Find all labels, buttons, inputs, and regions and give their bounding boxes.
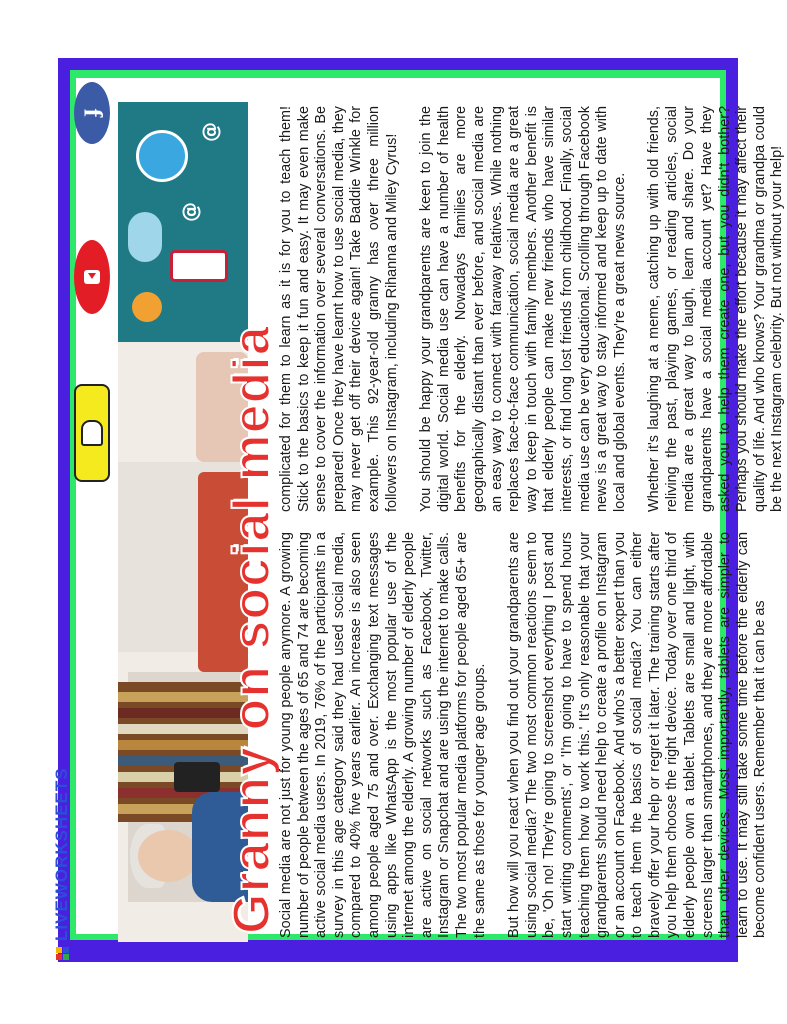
paragraph: But how will you react when you find out your grandparents are using social media? The two most common reactions seem to be, 'Oh no! They're going to screenshot everything I post and start writing comments', or 'I'm going to have to spend hours teaching them how to work this.' It's only reasonable that your grandparents should need help to create a profile on Instagram or an account on Facebook. And who's a better expert than you to teach them the basics of social media? You can either bravely offer your help or regret it later. The training starts after you help them choose the right device. Today over one third of elderly people own a tablet. Tablets are small and light, with screens larger than smartphones, and they are more affordable than other devices. Most importantly, tablets are simpler to learn to use. It may still take some time before the elderly can become confident users. Remember that it can be as	[506, 532, 769, 938]
at-sign-icon: @	[178, 202, 202, 222]
smartphone-icon	[174, 762, 220, 792]
paragraph: Whether it's laughing at a meme, catching up with old friends, reliving the past, playing games, or reading articles, social media are a great way to laugh, learn and share. Do your grandparents have a social media account yet? Have they asked you to help them create one, but you didn't bother? Perhaps you should make the effort because it may affect their quality of life. And who knows? Your grandma or grandpa could be the next Instagram celebrity. But not without your help!	[646, 106, 786, 512]
paragraph: Social media are not just for young people anymore. A growing number of people between the ages of 65 and 74 are becoming active social media users. In 2019, 76% of the participants in a survey in this age category said they had used social media, compared to 40% five years earlier. An increase is also seen among people aged 75 and over. Exchanging text messages using apps like WhatsApp is the most popular use of the internet among the elderly. A growing number of elderly people are active on social networks such as Facebook, Twitter, Instagram or Snapchat and are using the internet to make calls. The two most popular media platforms for people aged 65+ are the same as those for younger age groups.	[278, 532, 488, 938]
article-body	[278, 106, 786, 938]
column-right	[278, 106, 786, 512]
facebook-icon[interactable]: f	[74, 82, 110, 144]
liveworksheets-logo-icon	[56, 947, 69, 960]
phone-icon	[170, 250, 228, 282]
paragraph: complicated for them to learn as it is for you to teach them! Stick to the basics to keep it fun and easy. It may even make sense to cover the information over several conversations. Be prepared! Once they have learnt how to use social media, they may never get off their device again! Take Baddie Winkle for example. This 92-year-old granny has over three million followers on Instagram, including Rihanna and Miley Cyrus!	[278, 106, 400, 512]
chat-bubble-icon	[128, 212, 162, 262]
paragraph: You should be happy your grandparents are keen to join the digital world. Social media use can have a number of health benefits for the elderly. Nowadays families are more geographically distant than ever before, and social media are an easy way to connect with faraway relatives. While nothing replaces face-to-face communication, social media are a great way to keep in touch with family members. Another benefit is that elderly people can make new friends who have similar interests, or find long lost friends from childhood. Finally, social media use can be very educational. Scrolling through Facebook news is a great way to stay informed and keep up to date with local and global events. They're a great news source.	[418, 106, 628, 512]
page-title: Granny on social media	[223, 325, 281, 934]
youtube-icon[interactable]	[74, 240, 110, 314]
snapchat-icon[interactable]	[74, 384, 110, 482]
brand-name: LIVEWORKSHEETS	[52, 767, 71, 941]
article	[118, 102, 786, 942]
at-sign-icon: @	[198, 122, 222, 142]
globe-icon	[136, 130, 188, 182]
person-icon	[132, 292, 162, 322]
granny-face	[138, 830, 198, 882]
liveworksheets-brand[interactable]	[52, 688, 72, 960]
column-left	[278, 532, 769, 938]
